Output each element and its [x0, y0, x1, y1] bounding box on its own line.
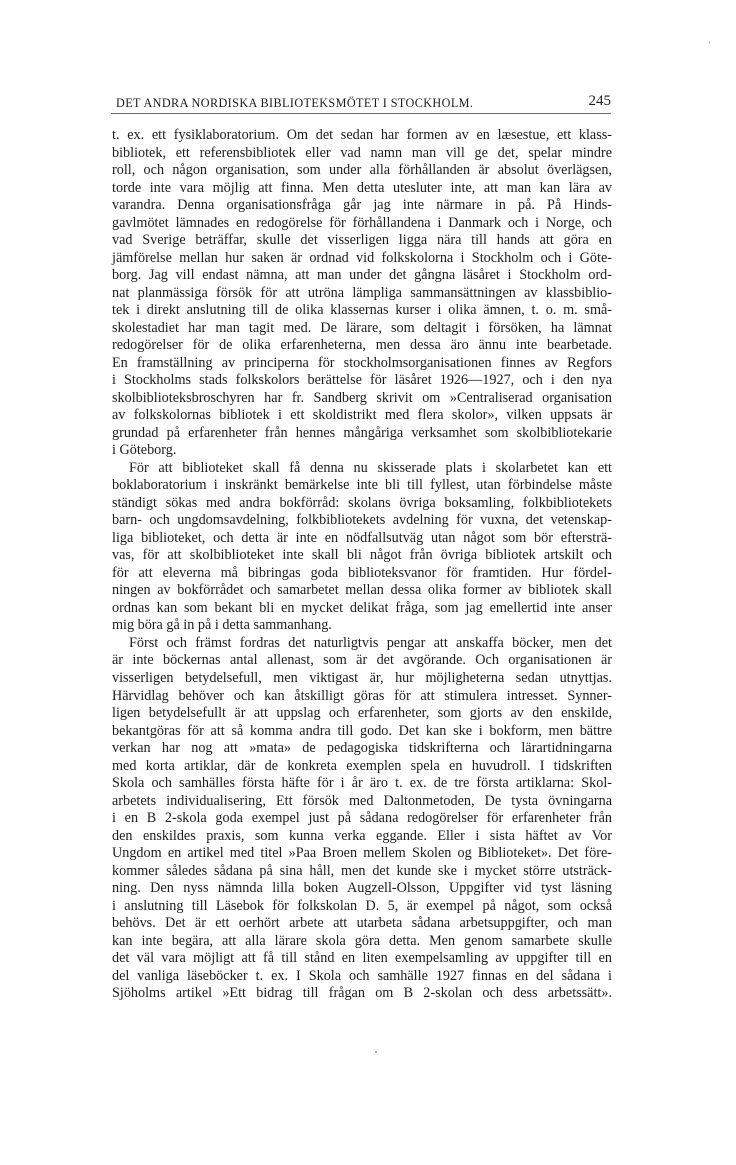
text-line: ning. Den nyss nämnda lilla boken Augzell-Olsson, Uppgifter vid tyst läsning [112, 880, 612, 897]
page-number: 245 [588, 93, 611, 109]
text-line: Härvidlag behöver och kan åtskilligt göras för att stimulera intresset. Synner- [112, 687, 612, 704]
text-line: Ungdom en artikel med titel »Paa Broen mellem Skolen og Biblioteket». Det före- [112, 845, 612, 862]
text-line: borg. Jag vill endast nämna, att man under det gångna läsåret i Stockholm ord- [112, 267, 612, 284]
text-line: i Göteborg. [112, 442, 177, 459]
text-line: i en B 2-skola goda exempel just på sådana redogörelser för erfarenheter från [112, 810, 612, 827]
text-line: för att eleverna må bibringas goda biblioteksvanor för framtiden. Hur fördel- [112, 564, 612, 581]
text-line: vad Sverige beträffar, skulle det visserligen ligga nära till hands att göra en [112, 232, 612, 249]
text-line: jämförelse mellan hur saken är ordnad vid folkskolorna i Stockholm och i Göte- [112, 249, 612, 266]
text-line: det väl vara möjligt att få till stånd en liten exempelsamling av uppgifter till en [112, 950, 612, 967]
text-line: verkan har nog att »mata» de pedagogiska tidskrifterna och lärartidningarna [112, 740, 612, 757]
text-line: kommer således sådana på sina håll, men det kunde ske i mycket större utsträck- [112, 862, 612, 879]
text-line: bibliotek, ett referensbibliotek eller vad namn man vill ge det, spelar mindre [112, 144, 612, 161]
text-line: Sjöholms artikel »Ett bidrag till frågan om B 2-skolan och dess arbetssätt». [112, 985, 612, 1002]
scan-speck [375, 1051, 377, 1053]
text-line: är inte böckernas antal allenast, som är det avgörande. Och organisationen är [112, 652, 612, 669]
text-line: varandra. Denna organisationsfråga går jag inte närmare in på. På Hinds- [112, 197, 612, 214]
text-line: nat planmässiga försök för att utröna lämpliga sammansättningen av klassbiblio- [112, 284, 612, 301]
text-line: med korta artiklar, där de konkreta exemplen spela en huvudroll. I tidskriften [112, 757, 612, 774]
text-line: Först och främst fordras det naturligtvis pengar att anskaffa böcker, men det [129, 634, 612, 651]
text-line: i anslutning till Läsebok för folkskolan D. 5, är exempel på något, som också [112, 897, 612, 914]
text-line: mig böra gå in på i detta sammanhang. [112, 617, 332, 634]
text-line: Skola och samhälles första häfte för i år äro t. ex. de tre första artiklarna: Skol- [112, 775, 612, 792]
corner-scan-mark: ' [709, 40, 711, 50]
paragraph-1 [112, 127, 612, 460]
text-line: del vanliga läseböcker t. ex. I Skola och samhälle 1927 finnas en del sådana i [112, 967, 612, 984]
paragraph-3 [112, 635, 612, 1003]
text-line: barn- och ungdomsavdelning, folkbibliotekets avdelning för vuxna, det vetenskap- [112, 512, 612, 529]
paragraph-2 [112, 460, 612, 635]
text-line: grundad på erfarenheter från hennes mångåriga verksamhet som skolbibliotekarie [112, 424, 612, 441]
text-line: boklaboratorium i inskränkt bemärkelse inte bli till fyllest, utan förbindelse måste [112, 477, 612, 494]
text-line: den enskildes praxis, som kunna verka eggande. Eller i sista häftet av Vor [112, 827, 612, 844]
text-line: bekantgöras för att så komma andra till godo. Det kan ske i bokform, men bättre [112, 722, 612, 739]
body-text [112, 127, 612, 1003]
text-line: visserligen betydelsefull, men viktigast är, hur möjligheterna sedan utnyttjas. [112, 669, 612, 686]
text-line: liga biblioteket, och detta är inte en nödfallsutväg utan något som bör eftersträ- [112, 529, 612, 546]
text-line: En framställning av principerna för stockholmsorganisationen finnes av Regfors [112, 354, 612, 371]
text-line: av folkskolornas bibliotek i ett skoldistrikt med flera skolor», vilken uppsats är [112, 407, 612, 424]
page-header [111, 93, 611, 114]
text-line: arbetets individualisering, Ett försök med Daltonmetoden, De tysta övningarna [112, 792, 612, 809]
text-line: roll, och någon organisation, som under alla förhållanden är absolut överlägsen, [112, 162, 612, 179]
text-line: kan inte begära, att alla lärare skola göra detta. Men genom samarbete skulle [112, 932, 612, 949]
text-line: torde inte vara möjlig att finna. Men detta utesluter inte, att man kan lära av [112, 179, 612, 196]
text-line: tek i direkt anslutning till de olika klassernas kurser i olika ämnen, t. o. m. små- [112, 302, 612, 319]
text-line: skolbiblioteksbroschyren har fr. Sandberg skrivit om »Centraliserad organisation [112, 389, 612, 406]
text-line: För att biblioteket skall få denna nu skisserade plats i skolarbetet kan ett [129, 459, 612, 476]
text-line: ständigt sökas med andra bokförråd: skolans övriga boksamling, folkbibliotekets [112, 494, 612, 511]
text-line: i Stockholms stads folkskolors berättelse för läsåret 1926—1927, och i den nya [112, 372, 612, 389]
text-line: t. ex. ett fysiklaboratorium. Om det sedan har formen av en læsestue, ett klass- [112, 127, 612, 143]
header-rule [111, 113, 611, 114]
text-line: skolestadiet har man tagit med. De lärare, som deltagit i försöken, ha lämnat [112, 319, 612, 336]
running-head: DET ANDRA NORDISKA BIBLIOTEKSMÖTET I STOCKHOLM. [116, 96, 474, 110]
text-line: ligen betydelsefullt är att uppslag och erfarenheter, som gjorts av den enskilde, [112, 705, 612, 722]
text-line: behövs. Det är ett oerhört arbete att utarbeta sådana arbetsuppgifter, och man [112, 915, 612, 932]
text-line: vas, för att skolbiblioteket inte skall bli något från övriga bibliotek artskilt och [112, 547, 612, 564]
text-line: ningen av bokförrådet och samarbetet mellan dessa olika former av bibliotek skall [112, 582, 612, 599]
text-line: ordnas kan som bekant bli en mycket delikat fråga, som jag emellertid inte anser [112, 599, 612, 616]
text-line: gavlmötet lämnades en redogörelse för förhållandena i Danmark och i Norge, och [112, 214, 612, 231]
text-line: redogörelser för de olika erfarenheterna, men dessa äro ännu inte bearbetade. [112, 337, 612, 354]
